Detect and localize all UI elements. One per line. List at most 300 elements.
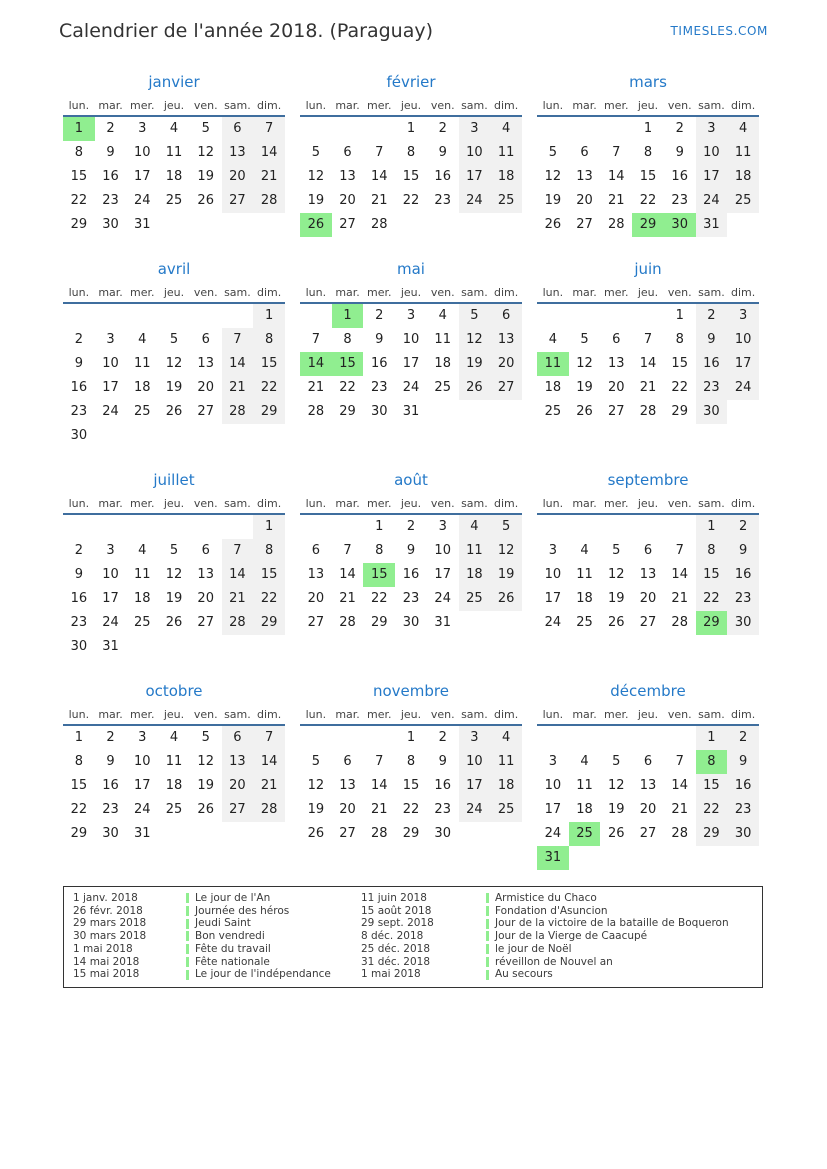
day-cell-empty: [332, 515, 364, 539]
day-cell: 25: [134, 615, 151, 630]
holiday-marker-icon: [486, 970, 489, 980]
day-cell: 6: [222, 117, 254, 141]
legend-label: [486, 943, 762, 956]
day-cell: 12: [608, 778, 625, 793]
weekday-label: dim.: [731, 708, 756, 721]
day-cell: 30: [696, 400, 728, 424]
day-cell: 31: [696, 213, 728, 237]
month-calendar: [537, 72, 759, 237]
month-calendar: [300, 681, 522, 846]
day-cell: 26: [165, 615, 183, 630]
day-cell: 8: [696, 539, 728, 563]
day-cell: 18: [544, 380, 562, 395]
month-calendar: [63, 259, 285, 448]
day-cell: 29: [253, 611, 285, 635]
weekday-header: [63, 285, 285, 304]
day-cell: 10: [544, 567, 562, 582]
weekday-label: ven.: [193, 99, 218, 112]
day-cell: 9: [406, 543, 416, 558]
day-cell: 6: [201, 332, 210, 347]
weekday-label: lun.: [305, 497, 327, 510]
weekday-label: dim.: [257, 286, 282, 299]
weekday-label: mer.: [367, 708, 392, 721]
month-calendar: [537, 259, 759, 424]
weekday-label: dim.: [731, 286, 756, 299]
legend-label-text: Bon vendredi: [195, 930, 265, 943]
day-cell: 24: [134, 193, 151, 208]
weekday-label: jeu.: [400, 708, 422, 721]
day-cell: 8: [406, 754, 416, 769]
weekday-label: dim.: [494, 286, 519, 299]
day-cell: 17: [696, 165, 728, 189]
day-cell: 30: [434, 826, 451, 841]
weekday-label: jeu.: [637, 99, 659, 112]
day-cell: 26: [197, 802, 214, 817]
day-cell: 9: [727, 539, 759, 563]
day-cell-empty: [600, 304, 632, 328]
day-cell: 3: [106, 543, 115, 558]
day-cell: 9: [106, 754, 115, 769]
day-cell: 30: [402, 615, 420, 630]
day-cell: 14: [371, 778, 388, 793]
day-cell: 4: [169, 730, 179, 745]
weekday-label: lun.: [68, 497, 90, 510]
weekday-label: mar.: [98, 286, 123, 299]
day-cell: 21: [253, 774, 285, 798]
day-cell: 10: [134, 145, 151, 160]
day-cell: 12: [197, 754, 214, 769]
day-cell-empty: [363, 726, 395, 750]
day-cell: 27: [639, 615, 657, 630]
day-cell: 18: [459, 563, 491, 587]
weekday-label: mer.: [367, 286, 392, 299]
month-title: juillet: [153, 471, 195, 489]
legend-date: 26 févr. 2018: [73, 904, 143, 917]
day-cell-empty: [569, 726, 601, 750]
day-cell: 17: [102, 380, 119, 395]
day-cell: 4: [438, 308, 447, 323]
weekday-label: dim.: [257, 99, 282, 112]
legend-date: 30 mars 2018: [73, 930, 147, 943]
legend-label-text: Jeudi Saint: [195, 917, 251, 930]
day-cell: 1: [675, 308, 684, 323]
day-cell: 15: [696, 774, 728, 798]
day-cell: 2: [727, 726, 759, 750]
day-cell: 28: [222, 400, 254, 424]
day-cell: 12: [576, 356, 593, 371]
legend-label: [186, 892, 361, 905]
weekday-label: ven.: [193, 708, 218, 721]
day-cell: 29: [70, 826, 88, 841]
day-cell: 14: [671, 778, 688, 793]
day-cell: 28: [371, 826, 388, 841]
day-cell: 10: [544, 778, 562, 793]
weekday-label: sam.: [224, 286, 251, 299]
day-cell: 28: [253, 189, 285, 213]
day-cell: 27: [490, 376, 522, 400]
day-cell: 11: [576, 567, 593, 582]
legend-date: 11 juin 2018: [361, 892, 427, 904]
day-cell-empty: [190, 515, 222, 539]
day-cell: 27: [639, 826, 657, 841]
month-title: février: [386, 73, 436, 91]
day-cell: 6: [580, 145, 589, 160]
weekday-label: sam.: [224, 99, 251, 112]
day-cell: 21: [671, 591, 688, 606]
day-cell: 26: [197, 193, 214, 208]
weekday-header: [537, 285, 759, 304]
day-cell: 1: [696, 726, 728, 750]
weekday-label: jeu.: [163, 99, 185, 112]
day-cell: 19: [608, 802, 625, 817]
day-cell: 17: [727, 352, 759, 376]
day-cell: 15: [402, 169, 420, 184]
day-cell: 11: [490, 141, 522, 165]
day-cell: 8: [643, 145, 653, 160]
day-cell: 1: [406, 730, 416, 745]
holiday-marker-icon: [486, 957, 489, 967]
legend-label-text: Le jour de l'An: [195, 892, 271, 904]
legend-date: 25 déc. 2018: [361, 942, 430, 955]
day-cell: 24: [727, 376, 759, 400]
month-calendar: [63, 470, 285, 659]
day-cell: 14: [222, 352, 254, 376]
day-cell: 17: [134, 169, 151, 184]
weekday-header: [537, 98, 759, 117]
day-cell: 9: [74, 356, 83, 371]
weekday-label: dim.: [257, 497, 282, 510]
page-title: Calendrier de l'année 2018. (Paraguay): [59, 20, 433, 42]
day-cell: 8: [253, 328, 285, 352]
weekday-label: mer.: [604, 286, 629, 299]
day-cell: 9: [106, 145, 115, 160]
day-cell: 25: [165, 802, 183, 817]
legend-label-text: réveillon de Nouvel an: [495, 955, 613, 968]
site-link[interactable]: TIMESLES.COM: [670, 24, 768, 38]
day-cell: 24: [544, 615, 562, 630]
month-calendar: [63, 681, 285, 846]
day-cell: 22: [253, 587, 285, 611]
day-cell: 27: [339, 826, 356, 841]
weekday-label: sam.: [461, 497, 488, 510]
day-cell: 7: [222, 539, 254, 563]
day-cell: 20: [222, 774, 254, 798]
weekday-label: lun.: [68, 99, 90, 112]
day-cell: 10: [402, 332, 420, 347]
holiday-marker-icon: [186, 970, 189, 980]
day-cell: 11: [134, 356, 151, 371]
day-cell: 30: [70, 639, 88, 654]
day-cell: 4: [169, 121, 179, 136]
day-cell-empty: [632, 726, 664, 750]
day-cell: 14: [608, 169, 625, 184]
day-cell: 20: [639, 802, 657, 817]
day-cell: 23: [102, 193, 119, 208]
weekday-label: mer.: [367, 99, 392, 112]
day-cell-holiday: 11: [537, 352, 569, 376]
day-cell: 5: [548, 145, 557, 160]
day-cell: 30: [727, 822, 759, 846]
day-cell: 17: [434, 567, 451, 582]
day-cell: 29: [696, 822, 728, 846]
day-cell: 20: [222, 165, 254, 189]
weekday-label: mer.: [604, 708, 629, 721]
holiday-marker-icon: [486, 893, 489, 903]
day-cell: 21: [371, 193, 388, 208]
weekday-label: sam.: [698, 286, 725, 299]
weekday-label: jeu.: [637, 286, 659, 299]
day-cell: 21: [222, 587, 254, 611]
legend-label: [186, 968, 361, 981]
day-cell: 7: [222, 328, 254, 352]
month-title: avril: [157, 260, 191, 278]
day-cell-empty: [600, 515, 632, 539]
day-cell-holiday: 25: [569, 822, 601, 846]
day-cell: 7: [375, 145, 384, 160]
legend-date: 8 déc. 2018: [361, 930, 424, 943]
day-cell: 3: [696, 117, 728, 141]
day-cell: 9: [375, 332, 384, 347]
day-cell: 30: [102, 826, 119, 841]
day-cell-holiday: 1: [332, 304, 364, 328]
day-cell-empty: [569, 515, 601, 539]
day-cell: 16: [696, 352, 728, 376]
day-cell: 9: [675, 145, 684, 160]
day-cell: 18: [490, 165, 522, 189]
day-cell: 6: [201, 543, 210, 558]
day-cell: 26: [544, 217, 562, 232]
day-cell: 3: [438, 519, 447, 534]
day-cell: 17: [459, 774, 491, 798]
day-cell: 3: [459, 117, 491, 141]
day-cell-empty: [332, 117, 364, 141]
day-cell: 16: [727, 563, 759, 587]
weekday-label: jeu.: [637, 708, 659, 721]
day-cell: 24: [544, 826, 562, 841]
day-cell: 9: [438, 754, 447, 769]
holiday-marker-icon: [186, 944, 189, 954]
day-cell: 11: [134, 567, 151, 582]
day-cell: 18: [434, 356, 451, 371]
day-cell-holiday: 31: [537, 846, 569, 870]
day-cell: 20: [197, 591, 214, 606]
day-cell: 28: [671, 826, 688, 841]
day-cell-empty: [632, 515, 664, 539]
day-cell: 23: [434, 802, 451, 817]
day-cell: 7: [311, 332, 320, 347]
weekday-label: jeu.: [163, 286, 185, 299]
weekday-label: jeu.: [400, 497, 422, 510]
day-cell-empty: [537, 304, 569, 328]
weekday-label: jeu.: [637, 497, 659, 510]
day-cell: 7: [675, 754, 684, 769]
day-cell-empty: [569, 117, 601, 141]
day-cell: 22: [671, 380, 688, 395]
month-title: janvier: [148, 73, 200, 91]
weekday-header: [537, 707, 759, 726]
day-cell: 19: [544, 193, 562, 208]
day-cell: 2: [106, 730, 115, 745]
weekday-label: sam.: [461, 286, 488, 299]
weekday-label: lun.: [305, 99, 327, 112]
day-cell: 23: [70, 404, 88, 419]
day-grid: [63, 304, 285, 448]
day-cell: 14: [671, 567, 688, 582]
legend-label: [486, 968, 762, 981]
day-cell-empty: [632, 304, 664, 328]
day-cell: 17: [544, 591, 562, 606]
day-cell: 23: [727, 798, 759, 822]
day-cell: 7: [375, 754, 384, 769]
day-cell: 1: [696, 515, 728, 539]
day-cell: 19: [576, 380, 593, 395]
legend-date: 14 mai 2018: [73, 955, 140, 968]
day-cell: 24: [134, 802, 151, 817]
legend-label-text: Le jour de l'indépendance: [195, 968, 331, 981]
weekday-label: ven.: [667, 708, 692, 721]
day-cell-empty: [126, 515, 158, 539]
day-cell: 28: [639, 404, 657, 419]
day-cell-empty: [222, 304, 254, 328]
day-cell-empty: [537, 117, 569, 141]
day-cell: 2: [727, 515, 759, 539]
weekday-label: ven.: [667, 99, 692, 112]
day-cell: 5: [459, 304, 491, 328]
legend-label: [486, 892, 762, 905]
day-cell-empty: [126, 304, 158, 328]
legend-label: [186, 956, 361, 969]
day-cell: 10: [696, 141, 728, 165]
day-cell: 23: [671, 193, 688, 208]
day-cell-empty: [158, 515, 190, 539]
day-cell: 3: [548, 543, 557, 558]
day-cell: 29: [253, 400, 285, 424]
day-cell: 9: [727, 750, 759, 774]
day-cell: 27: [222, 189, 254, 213]
day-cell: 19: [490, 563, 522, 587]
legend-date: 15 mai 2018: [73, 968, 140, 981]
day-cell: 13: [222, 750, 254, 774]
day-cell: 27: [197, 615, 214, 630]
weekday-label: mar.: [572, 708, 597, 721]
day-cell: 13: [639, 778, 657, 793]
day-cell: 16: [102, 169, 119, 184]
day-cell: 8: [375, 543, 384, 558]
weekday-label: sam.: [224, 497, 251, 510]
weekday-label: dim.: [731, 497, 756, 510]
weekday-label: dim.: [494, 708, 519, 721]
day-cell: 2: [74, 543, 83, 558]
legend-label-text: le jour de Noël: [495, 942, 572, 955]
day-cell: 24: [459, 189, 491, 213]
day-cell: 26: [576, 404, 593, 419]
day-cell: 5: [580, 332, 589, 347]
day-cell: 30: [371, 404, 388, 419]
day-cell: 22: [402, 802, 420, 817]
day-cell: 22: [639, 193, 657, 208]
day-cell: 18: [576, 591, 593, 606]
day-cell: 12: [165, 356, 183, 371]
day-cell: 28: [371, 217, 388, 232]
day-cell-empty: [300, 117, 332, 141]
day-cell: 4: [490, 117, 522, 141]
day-cell: 4: [490, 726, 522, 750]
day-cell: 13: [197, 567, 214, 582]
weekday-label: ven.: [667, 286, 692, 299]
month-calendar: [300, 470, 522, 635]
holiday-marker-icon: [486, 931, 489, 941]
day-cell: 23: [434, 193, 451, 208]
month-calendar: [537, 681, 759, 870]
day-cell: 22: [253, 376, 285, 400]
day-cell: 5: [612, 543, 621, 558]
day-cell: 25: [544, 404, 562, 419]
day-cell: 23: [727, 587, 759, 611]
day-cell: 10: [134, 754, 151, 769]
month-calendar: [537, 470, 759, 635]
day-cell: 3: [459, 726, 491, 750]
day-cell: 19: [165, 591, 183, 606]
weekday-label: mer.: [130, 497, 155, 510]
legend-label-text: Fête nationale: [195, 955, 270, 968]
weekday-label: jeu.: [163, 497, 185, 510]
legend-label: [186, 930, 361, 943]
legend-label: [486, 930, 762, 943]
day-cell: 11: [165, 145, 183, 160]
day-cell: 14: [222, 563, 254, 587]
day-cell: 30: [727, 611, 759, 635]
day-cell: 10: [102, 567, 119, 582]
day-cell: 17: [544, 802, 562, 817]
day-cell-empty: [158, 304, 190, 328]
day-cell: 23: [696, 376, 728, 400]
day-cell: 13: [339, 169, 356, 184]
day-cell: 22: [696, 798, 728, 822]
weekday-label: lun.: [542, 99, 564, 112]
day-cell: 3: [548, 754, 557, 769]
day-cell: 17: [402, 356, 420, 371]
weekday-label: ven.: [667, 497, 692, 510]
day-cell: 28: [671, 615, 688, 630]
weekday-label: lun.: [68, 708, 90, 721]
day-cell: 29: [339, 404, 356, 419]
weekday-label: mar.: [335, 286, 360, 299]
day-cell: 8: [675, 332, 684, 347]
day-cell: 13: [339, 778, 356, 793]
day-cell: 16: [727, 774, 759, 798]
day-cell: 26: [165, 404, 183, 419]
day-cell: 6: [643, 543, 653, 558]
day-cell: 13: [222, 141, 254, 165]
weekday-label: lun.: [68, 286, 90, 299]
weekday-label: ven.: [430, 708, 455, 721]
day-cell-holiday: 15: [363, 563, 395, 587]
legend-date: 1 mai 2018: [73, 942, 133, 955]
day-cell: 20: [339, 193, 356, 208]
day-cell: 11: [434, 332, 451, 347]
day-cell: 10: [434, 543, 451, 558]
day-cell-empty: [332, 726, 364, 750]
weekday-header: [537, 496, 759, 515]
weekday-label: mer.: [130, 99, 155, 112]
day-cell: 27: [608, 404, 625, 419]
day-cell: 14: [371, 169, 388, 184]
day-cell-holiday: 29: [696, 611, 728, 635]
day-cell-empty: [222, 515, 254, 539]
holiday-marker-icon: [186, 893, 189, 903]
day-cell: 12: [608, 567, 625, 582]
day-cell: 12: [544, 169, 562, 184]
